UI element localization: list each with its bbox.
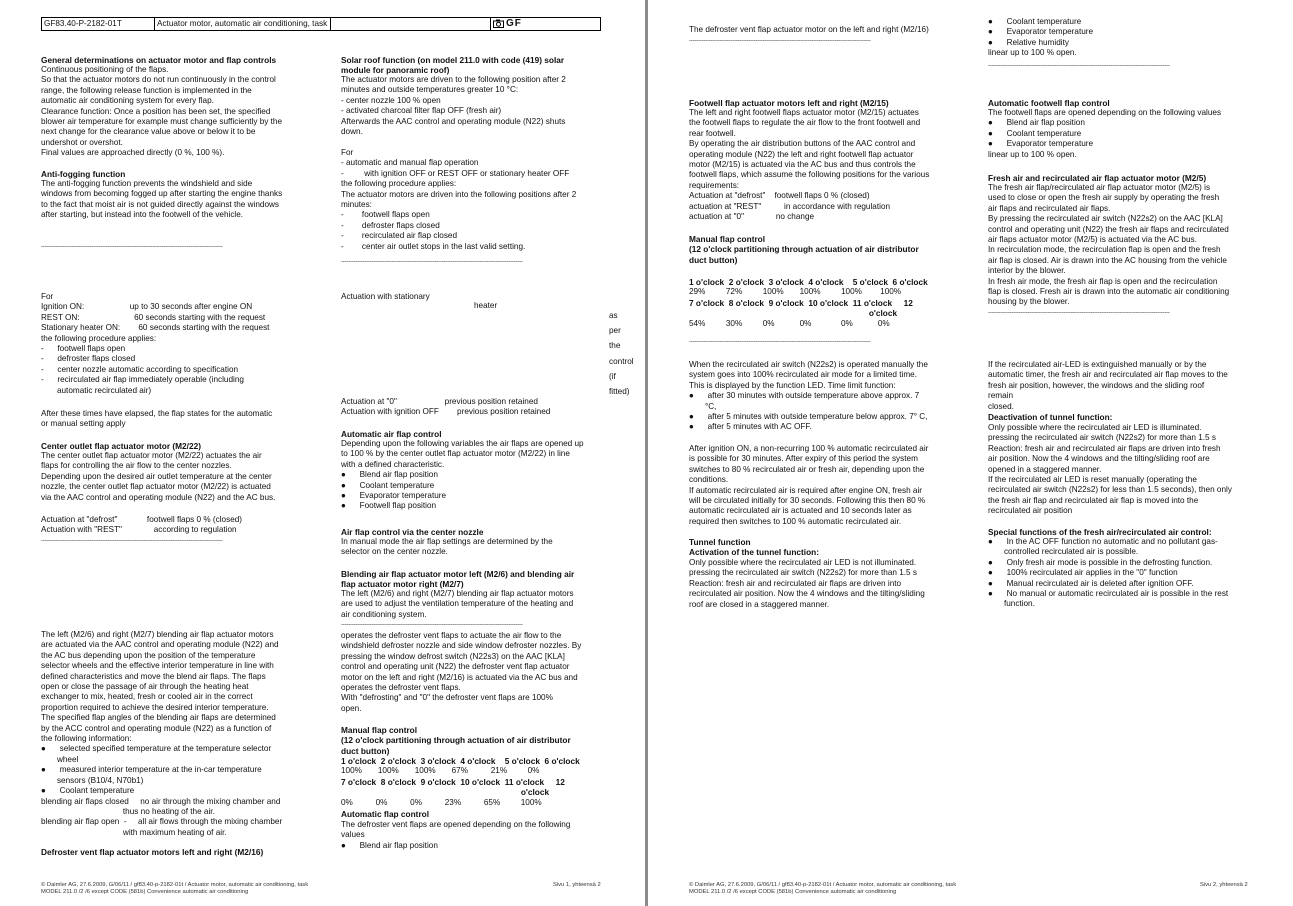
solar-roof-heading: Solar roof function (on model 211.0 with code (419) solar module for panoramic roof) xyxy=(341,55,565,76)
footer-page-number: Sivu 1, yhteensä 2 xyxy=(553,881,601,888)
auto-flap-heading: Automatic flap control xyxy=(341,809,430,819)
defroster-operation-text: operates the defroster vent flaps to actuate the air flow to the windshield defroster nozzle and side window defroster nozzles. By pressing the window defrost switch (N22s3) on the AAC [KLA] control and operating unit (N22) the defroster vent flap actuator motor on the left and right (M2/16) is actuated via the AC bus and operates the defroster vent flaps. With "defrosting" and "0" the defroster vent flaps are 100% open. xyxy=(341,631,582,713)
for-ignition-text: For Ignition ON: up to 30 seconds after engine ON REST ON: 60 seconds starting with the request Stationary heater ON: 60 seconds starting with the request the following procedure applies: - footwell flaps open - defroster flaps closed - center nozzle automatic according to specification - recirculated air flap immediately operable (including automatic recirculated air) xyxy=(41,292,270,395)
special-functions-heading: Special functions of the fresh air/recirculated air control: xyxy=(988,527,1212,537)
center-outlet-heading: Center outlet flap actuator motor (M2/22) xyxy=(41,441,201,451)
fresh-air-text: The fresh air flap/recirculated air flap actuator motor (M2/5) is used to close or open the fresh air supply by operating the fresh air flaps and recirculated air flaps. By pressing the recirculated air switch (N22s2) on the AAC [KLA] control and operating unit (N22) the fresh air flaps and recirculated air flaps actuator motor (M2/5) is actuated via the AC bus. In recirculation mode, the recirculation flap is open and the fresh air flap is closed. Air is drawn into the AC housing from the vehicle interior by the blower. In fresh air mode, the fresh air flap is open and the recirculation flap is closed. Fresh air is drawn into the automatic air conditioning housing by the blower. xyxy=(988,183,1230,307)
special-functions-list: ● In the AC OFF function no automatic and no pollutant gas- controlled recirculated air is possible. ● Only fresh air mode is possible in the defrosting function. ● 100% recirculated air applies in the "0" function ● Manual recirculated air is deleted after ignition OFF. ● No manual or automatic recirculated air is possible in the rest function. xyxy=(988,537,1229,609)
fresh-air-heading: Fresh air and recirculated air flap actuator motor (M2/5) xyxy=(988,173,1207,183)
camera-logo-icon xyxy=(493,19,504,28)
separator: ----------------------------------------------------------------------------------------------------- xyxy=(689,339,871,345)
percent-row-1: 100% 100% 100% 67% 21% 0% xyxy=(341,766,540,775)
center-outlet-text: The center outlet flap actuator motor (M2/22) actuates the air flaps for controlling the air flow to the center nozzles. Depending upon the desired air outlet temperature at the center nozzle, the center outlet flap actuator motor (M2/22) is actuated via the AAC control and operating module (N22) and the AC bus. xyxy=(41,451,276,502)
clock-row-2: 7 o'clock 8 o'clock 9 o'clock 10 o'clock 11 o'clock 12 o'clock xyxy=(689,298,913,319)
auto-air-flap-heading: Automatic air flap control xyxy=(341,429,442,439)
deactivation-text: Only possible where the recirculated air LED is illuminated. pressing the recirculated air switch (N22s2) for more than 1.5 s Reaction: fresh air and recirculated air flaps are driven into fresh air position. Now the 4 windows and the tilting/sliding roof are opened in a staggered manner. If the recirculated air LED is reset manually (operating the recirculated air switch (N22s2) for less than 1.5 seconds), then only the fresh air flap and recirculated air flap is moved into the recirculated air position xyxy=(988,423,1232,516)
doc-id: GF83.40-P-2182-01T xyxy=(42,18,155,31)
deactivation-heading: Deactivation of tunnel function: xyxy=(988,412,1113,422)
gf-logo xyxy=(493,18,522,29)
defroster-top-text: The defroster vent flap actuator motor on the left and right (M2/16) xyxy=(689,25,929,34)
blending-motor-heading: Blending air flap actuator motor left (M2/6) and blending air flap actuator motor right (M2/7) xyxy=(341,569,575,590)
doc-title: Actuator motor, automatic air conditioning, task xyxy=(155,18,331,31)
percent-row-2: 0% 0% 0% 23% 65% 100% xyxy=(341,798,542,807)
separator: ----------------------------------------------------------------------------------------------------- xyxy=(41,538,223,544)
ignition-on-text: After ignition ON, a non-recurring 100 % automatic recirculated air is possible for 30 minutes. After expiry of this period the system switches to 80 % recirculated air or fresh air, depending upon the conditions. If automatic recirculated air is required after engine ON, fresh air will be circulated initially for 30 seconds. Following this then 80 % automatic recirculated air is actuated and 10 seconds later as required then switches to 100 % automatic recirculated air. xyxy=(689,444,929,526)
footer-copyright: © Daimler AG, 27.6.2009, G/06/11 / gf83.40-p-2182-01t / Actuator motor, automatic air conditioning, task MODEL 211.0 /2 /6 except CODE (581b) Convenience automatic air conditioning xyxy=(689,881,957,896)
top-values-list: ● Coolant temperature ● Evaporator temperature ● Relative humidity linear up to 100 % open. xyxy=(988,17,1094,58)
separator: ----------------------------------------------------------------------------------------------------- xyxy=(341,622,523,628)
separator: ----------------------------------------------------------------------------------------------------- xyxy=(689,38,871,44)
heater-label: heater xyxy=(474,301,498,310)
page-1 xyxy=(0,0,645,906)
tunnel-heading: Tunnel function Activation of the tunnel function: xyxy=(689,537,819,558)
manual-flap-heading: Manual flap control (12 o'clock partitioning through actuation of air distributor duct button) xyxy=(689,234,919,265)
tunnel-text: Only possible where the recirculated air LED is not illuminated. pressing the recirculated air switch (N22s2) for more than 1.5 s Reaction: fresh air and recirculated air flaps are driven into recirculated air position. Now the 4 windows and the tilting/sliding roof are closed in a staggered manner. xyxy=(689,558,925,609)
blending-motor-text: The left (M2/6) and right (M2/7) blending air flap actuator motors are used to adjust the ventilation temperature of the heating and air conditioning system. xyxy=(341,589,574,619)
recirculated-switch-text: When the recirculated air switch (N22s2) is operated manually the system goes into 100% recirculated air mode for a limited time. This is displayed by the function LED. Time limit function: ● after 30 minutes with outside temperature above approx. 7 °C, ● after 5 minutes with outside temperature below approx. 7° C, ● after 5 minutes with AC OFF. xyxy=(689,360,928,432)
footer-page-number: Sivu 2, yhteensä 2 xyxy=(1200,881,1248,888)
center-nozzle-text: In manual mode the air flap settings are determined by the selector on the center nozzle. xyxy=(341,537,553,557)
footwell-heading: Footwell flap actuator motors left and right (M2/15) xyxy=(689,98,889,108)
solar-roof-text: The actuator motors are driven to the following position after 2 minutes and outside temperatures greater 10 °C: - center nozzle 100 % open - activated charcoal filter flap OFF (fresh air) Afterwards the AAC control and operating module (N22) shuts down. xyxy=(341,75,566,137)
center-nozzle-heading: Air flap control via the center nozzle xyxy=(341,527,484,537)
antifog-heading: Anti-fogging function xyxy=(41,169,126,179)
header-table xyxy=(41,17,601,31)
general-text: Continuous positioning of the flaps. So that the actuator motors do not run continuously in the control range, the following release function is implemented in the automatic air conditioning system for every flap. Clearance function: Once a position has been set, the specified blower air temperature for example must change sufficiently by the next change for the clearance value above or below it to be undershot or overshot. Final values are approached directly (0 %, 100 %). xyxy=(41,65,283,158)
footer-copyright: © Daimler AG, 27.6.2009, G/06/11 / gf83.40-p-2182-01t / Actuator motor, automatic air conditioning, task MODEL 211.0 /2 /6 except CODE (581b) Convenience automatic air conditioning xyxy=(41,881,309,896)
separator: ----------------------------------------------------------------------------------------------------- xyxy=(41,244,223,250)
actuation-zero-text: Actuation at "0" previous position retained Actuation with ignition OFF previous position retained xyxy=(341,397,551,417)
blending-flap-text: The left (M2/6) and right (M2/7) blending air flap actuator motors are actuated via the AAC control and operating module (N22) and the AC bus depending upon the position of the temperature selector wheels and the effective interior temperature in line with defined characteristics and move the blend air flaps. The flaps open or close the passage of air through the heating heat exchanger to mix, heated, fresh or cooled air in the correct proportion required to achieve the desired interior temperature. The specified flap angles of the blending air flaps are determined by the ACC control and operating module (N22) as a function of the following information: ● selected specified temperature at the temperature selector wheel ● measured interior temperature at the in-car temperature sensors (B10/4, N70b1) ● Coolant temperature blending air flaps closed no air through the mixing chamber and thus no heating of the air. blending air flap open - all air flows through the mixing chamber with maximum heating of air. xyxy=(41,630,283,837)
header-logo-cell xyxy=(491,18,601,31)
general-heading: General determinations on actuator motor and flap controls xyxy=(41,55,277,65)
for-auto-manual-text: For - automatic and manual flap operation - with ignition OFF or REST OFF or stationary heater OFF the following procedure applies: The actuator motors are driven into the following positions after 2 minutes: - footwell flaps open - defroster flaps closed - recirculated air flap closed - center air outlet stops in the last valid setting. xyxy=(341,148,577,251)
auto-air-flap-text: Depending upon the following variables the air flaps are opened up to 100 % by the center outlet flap actuator motor (M2/22) in line with a defined characteristic. ● Blend air flap position ● Coolant temperature ● Evaporator temperature ● Footwell flap position xyxy=(341,439,584,511)
auto-footwell-text: The footwell flaps are opened depending on the following values ● Blend air flap position ● Coolant temperature ● Evaporator temperature linear up to 100 % open. xyxy=(988,108,1222,159)
after-times-text: After these times have elapsed, the flap states for the automatic or manual setting apply xyxy=(41,409,273,429)
percent-row-2: 54% 30% 0% 0% 0% 0% xyxy=(689,319,890,328)
as-per-control-label: as per the control (if fitted) xyxy=(609,311,634,396)
clock-row-2: 7 o'clock 8 o'clock 9 o'clock 10 o'clock 11 o'clock 12 o'clock xyxy=(341,777,565,798)
percent-row-1: 29% 72% 100% 100% 100% 100% xyxy=(689,287,902,296)
header-empty-cell xyxy=(331,18,491,31)
separator: ----------------------------------------------------------------------------------------------------- xyxy=(988,63,1170,69)
footwell-text: The left and right footwell flaps actuator motor (M2/15) actuates the footwell flaps to regulate the air flow to the front footwell and rear footwell. By operating the air distribution buttons of the AAC control and operating module (N22) the left and right footwell flap actuator motor (M2/15) is actuated via the AC bus and thus controls the footwell flaps, which assume the following positions for the various requirements: Actuation at "defrost" footwell flaps 0 % (closed) actuation at "REST" in accordance with regulation actuation at "0" no change xyxy=(689,108,930,222)
clock-row-1: 1 o'clock 2 o'clock 3 o'clock 4 o'clock 5 o'clock 6 o'clock xyxy=(689,277,928,287)
auto-footwell-heading: Automatic footwell flap control xyxy=(988,98,1110,108)
separator: ----------------------------------------------------------------------------------------------------- xyxy=(341,259,523,265)
manual-flap-heading: Manual flap control (12 o'clock partitioning through actuation of air distributor duct button) xyxy=(341,725,571,756)
separator: ----------------------------------------------------------------------------------------------------- xyxy=(988,310,1170,316)
actuation-stationary-label: Actuation with stationary xyxy=(341,292,430,301)
center-actuation-text: Actuation at "defrost" footwell flaps 0 % (closed) Actuation with "REST" according to regulation xyxy=(41,515,243,535)
defroster-heading: Defroster vent flap actuator motors left and right (M2/16) xyxy=(41,847,264,857)
antifog-text: The anti-fogging function prevents the windshield and side windows from becoming fogged up after starting the engine thanks to the fact that moist air is not guided directly against the windows after starting, but instead into the footwell of the vehicle. xyxy=(41,179,283,220)
clock-row-1: 1 o'clock 2 o'clock 3 o'clock 4 o'clock 5 o'clock 6 o'clock xyxy=(341,756,580,766)
page-2 xyxy=(648,0,1293,906)
gf-logo-text: GF xyxy=(506,18,522,30)
auto-flap-text: The defroster vent flaps are opened depending on the following values ● Blend air flap position xyxy=(341,820,571,850)
led-extinguished-text: If the recirculated air-LED is extinguished manually or by the automatic timer, the fresh air and recirculated air flap moves to the fresh air position, however, the windows and the sliding roof remain closed. xyxy=(988,360,1228,411)
